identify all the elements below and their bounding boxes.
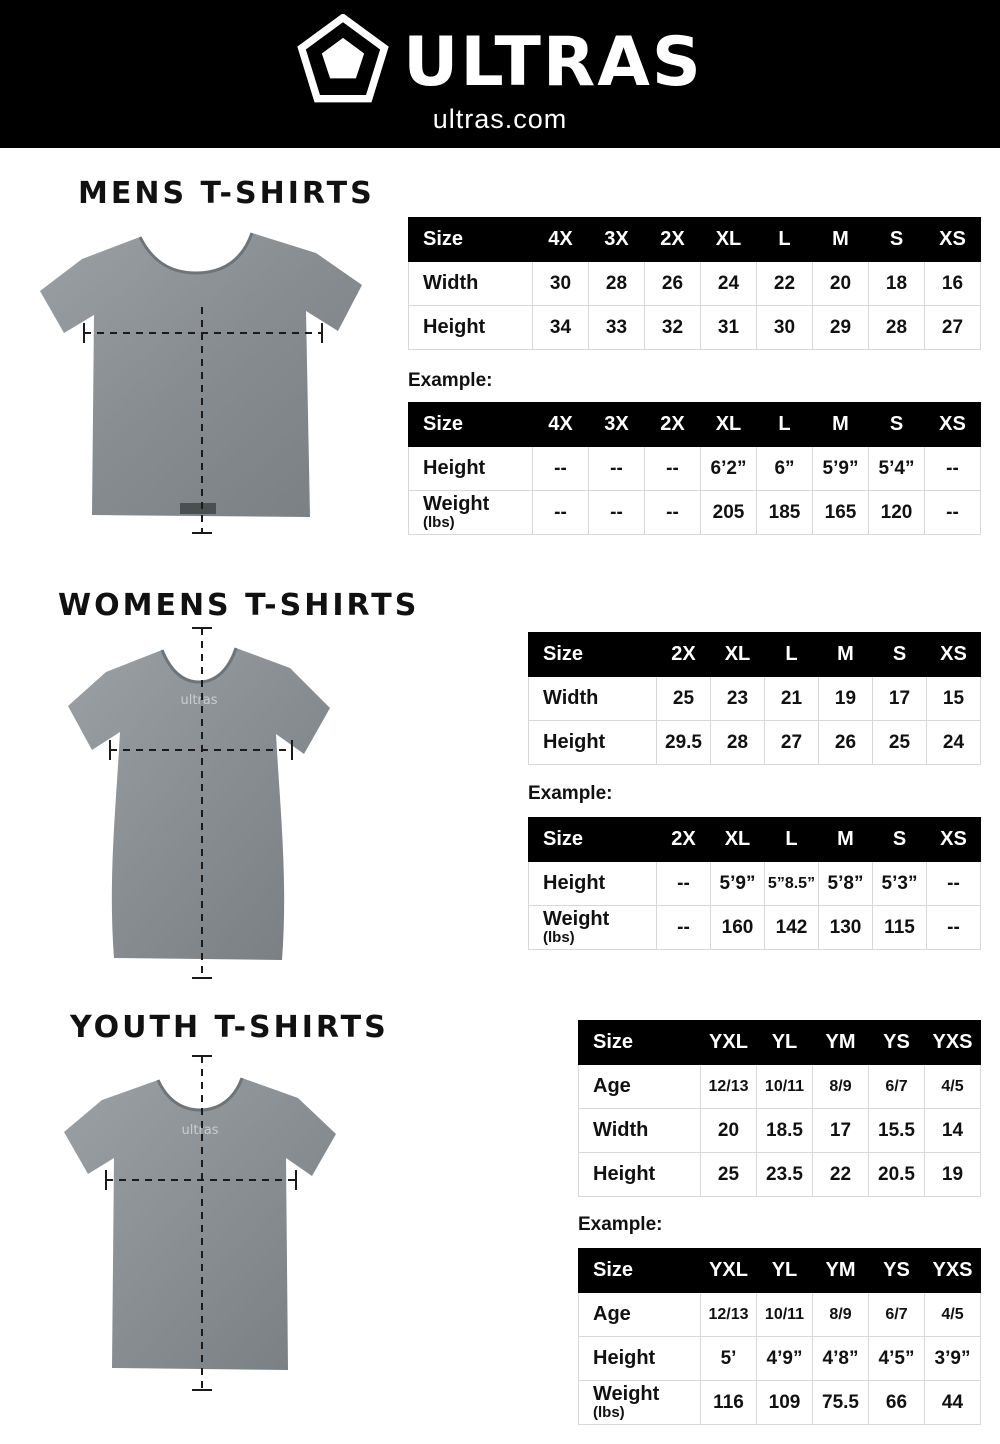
cell: 15.5 bbox=[869, 1109, 925, 1153]
youth-size-table bbox=[578, 1020, 981, 1197]
cell: 4’8” bbox=[813, 1337, 869, 1381]
col-l: L bbox=[765, 818, 819, 862]
cell: 8/9 bbox=[813, 1293, 869, 1337]
cell: 23.5 bbox=[757, 1153, 813, 1197]
cell: 4/5 bbox=[925, 1065, 981, 1109]
cell: 66 bbox=[869, 1381, 925, 1425]
cell: 17 bbox=[813, 1109, 869, 1153]
cell: -- bbox=[927, 862, 981, 906]
cell: -- bbox=[645, 447, 701, 491]
cell: 3’9” bbox=[925, 1337, 981, 1381]
table-row bbox=[529, 862, 981, 906]
svg-text:ultras: ultras bbox=[181, 1123, 219, 1138]
table-header-row bbox=[579, 1249, 981, 1293]
table-row bbox=[409, 306, 981, 350]
pentagon-logo-icon bbox=[297, 14, 389, 111]
col-yxs: YXS bbox=[925, 1249, 981, 1293]
cell: 30 bbox=[533, 262, 589, 306]
cell: 44 bbox=[925, 1381, 981, 1425]
mens-example-label: Example: bbox=[408, 370, 493, 391]
cell: 34 bbox=[533, 306, 589, 350]
row-label-height: Height bbox=[409, 447, 533, 491]
table-row bbox=[529, 721, 981, 765]
table-row bbox=[579, 1293, 981, 1337]
col-4x: 4X bbox=[533, 218, 589, 262]
cell: 19 bbox=[819, 677, 873, 721]
col-ym: YM bbox=[813, 1249, 869, 1293]
cell: 205 bbox=[701, 491, 757, 535]
cell: -- bbox=[925, 447, 981, 491]
col-s: S bbox=[873, 633, 927, 677]
col-s: S bbox=[873, 818, 927, 862]
row-label-height: Height bbox=[579, 1337, 701, 1381]
col-size: Size bbox=[409, 403, 533, 447]
table-header-row bbox=[409, 403, 981, 447]
cell: -- bbox=[645, 491, 701, 535]
logo-lockup bbox=[0, 14, 1000, 111]
row-label-width: Width bbox=[529, 677, 657, 721]
col-l: L bbox=[757, 403, 813, 447]
cell: 16 bbox=[925, 262, 981, 306]
row-label-height: Height bbox=[529, 862, 657, 906]
col-3x: 3X bbox=[589, 403, 645, 447]
svg-text:ultras: ultras bbox=[180, 693, 218, 708]
cell: 20 bbox=[813, 262, 869, 306]
col-xs: XS bbox=[925, 218, 981, 262]
cell: -- bbox=[589, 447, 645, 491]
table-header-row bbox=[409, 218, 981, 262]
cell: 25 bbox=[873, 721, 927, 765]
mens-example-table bbox=[408, 402, 981, 535]
row-label-age: Age bbox=[579, 1065, 701, 1109]
cell: 22 bbox=[813, 1153, 869, 1197]
cell: 21 bbox=[765, 677, 819, 721]
cell: 18 bbox=[869, 262, 925, 306]
youth-example-label: Example: bbox=[578, 1214, 663, 1235]
youth-tshirt-illustration bbox=[30, 1038, 370, 1418]
cell: 26 bbox=[645, 262, 701, 306]
cell: 25 bbox=[657, 677, 711, 721]
cell: -- bbox=[925, 491, 981, 535]
cell: 12/13 bbox=[701, 1065, 757, 1109]
cell: 5’ bbox=[701, 1337, 757, 1381]
cell: -- bbox=[657, 862, 711, 906]
womens-example-label: Example: bbox=[528, 783, 613, 804]
cell: 17 bbox=[873, 677, 927, 721]
col-ys: YS bbox=[869, 1021, 925, 1065]
cell: 20.5 bbox=[869, 1153, 925, 1197]
cell: 5”8.5” bbox=[765, 862, 819, 906]
cell: -- bbox=[657, 906, 711, 950]
cell: 8/9 bbox=[813, 1065, 869, 1109]
cell: 160 bbox=[711, 906, 765, 950]
cell: 30 bbox=[757, 306, 813, 350]
cell: 14 bbox=[925, 1109, 981, 1153]
brand-website: ultras.com bbox=[432, 104, 568, 134]
section-title-youth: YOUTH T-SHIRTS bbox=[70, 1010, 389, 1045]
col-2x: 2X bbox=[645, 403, 701, 447]
col-2x: 2X bbox=[657, 633, 711, 677]
cell: 5’8” bbox=[819, 862, 873, 906]
youth-example-table bbox=[578, 1248, 981, 1425]
row-label-weight: Weight (lbs) bbox=[579, 1381, 701, 1425]
row-label-height: Height bbox=[529, 721, 657, 765]
cell: 28 bbox=[869, 306, 925, 350]
table-header-row bbox=[529, 818, 981, 862]
col-m: M bbox=[819, 818, 873, 862]
cell: -- bbox=[533, 447, 589, 491]
col-size: Size bbox=[409, 218, 533, 262]
col-yl: YL bbox=[757, 1249, 813, 1293]
col-xl: XL bbox=[701, 218, 757, 262]
cell: 120 bbox=[869, 491, 925, 535]
col-m: M bbox=[819, 633, 873, 677]
cell: 116 bbox=[701, 1381, 757, 1425]
cell: 4’5” bbox=[869, 1337, 925, 1381]
col-size: Size bbox=[529, 633, 657, 677]
row-label-height: Height bbox=[579, 1153, 701, 1197]
table-row bbox=[579, 1109, 981, 1153]
cell: 5’9” bbox=[813, 447, 869, 491]
cell: 109 bbox=[757, 1381, 813, 1425]
col-yxl: YXL bbox=[701, 1021, 757, 1065]
row-label-age: Age bbox=[579, 1293, 701, 1337]
col-ym: YM bbox=[813, 1021, 869, 1065]
col-s: S bbox=[869, 218, 925, 262]
table-row bbox=[529, 677, 981, 721]
cell: 23 bbox=[711, 677, 765, 721]
cell: 5’3” bbox=[873, 862, 927, 906]
col-ys: YS bbox=[869, 1249, 925, 1293]
cell: 28 bbox=[589, 262, 645, 306]
section-title-mens: MENS T-SHIRTS bbox=[78, 176, 375, 211]
cell: 10/11 bbox=[757, 1065, 813, 1109]
cell: 6” bbox=[757, 447, 813, 491]
table-row bbox=[579, 1065, 981, 1109]
cell: 142 bbox=[765, 906, 819, 950]
row-label-width: Width bbox=[579, 1109, 701, 1153]
cell: 12/13 bbox=[701, 1293, 757, 1337]
womens-example-table bbox=[528, 817, 981, 950]
brand-header bbox=[0, 0, 1000, 148]
col-2x: 2X bbox=[645, 218, 701, 262]
cell: 26 bbox=[819, 721, 873, 765]
col-size: Size bbox=[579, 1249, 701, 1293]
cell: 20 bbox=[701, 1109, 757, 1153]
col-xl: XL bbox=[711, 818, 765, 862]
col-3x: 3X bbox=[589, 218, 645, 262]
cell: 75.5 bbox=[813, 1381, 869, 1425]
col-l: L bbox=[757, 218, 813, 262]
cell: 18.5 bbox=[757, 1109, 813, 1153]
cell: 185 bbox=[757, 491, 813, 535]
table-row bbox=[409, 491, 981, 535]
cell: 4/5 bbox=[925, 1293, 981, 1337]
cell: 24 bbox=[701, 262, 757, 306]
col-yxs: YXS bbox=[925, 1021, 981, 1065]
cell: 10/11 bbox=[757, 1293, 813, 1337]
womens-size-table bbox=[528, 632, 981, 765]
col-yxl: YXL bbox=[701, 1249, 757, 1293]
cell: 4’9” bbox=[757, 1337, 813, 1381]
col-m: M bbox=[813, 403, 869, 447]
col-size: Size bbox=[579, 1021, 701, 1065]
cell: -- bbox=[533, 491, 589, 535]
cell: 19 bbox=[925, 1153, 981, 1197]
cell: 5’9” bbox=[711, 862, 765, 906]
col-m: M bbox=[813, 218, 869, 262]
cell: 22 bbox=[757, 262, 813, 306]
cell: 29 bbox=[813, 306, 869, 350]
cell: 24 bbox=[927, 721, 981, 765]
cell: -- bbox=[927, 906, 981, 950]
cell: 6’2” bbox=[701, 447, 757, 491]
cell: 165 bbox=[813, 491, 869, 535]
col-s: S bbox=[869, 403, 925, 447]
col-xs: XS bbox=[925, 403, 981, 447]
cell: 6/7 bbox=[869, 1293, 925, 1337]
cell: 27 bbox=[925, 306, 981, 350]
womens-tshirt-illustration bbox=[30, 618, 370, 988]
col-xl: XL bbox=[701, 403, 757, 447]
col-xl: XL bbox=[711, 633, 765, 677]
table-header-row bbox=[579, 1021, 981, 1065]
row-label-height: Height bbox=[409, 306, 533, 350]
section-title-womens: WOMENS T-SHIRTS bbox=[58, 588, 420, 623]
mens-size-table bbox=[408, 217, 981, 350]
brand-name: ULTRAS bbox=[403, 22, 703, 102]
col-4x: 4X bbox=[533, 403, 589, 447]
cell: 130 bbox=[819, 906, 873, 950]
row-label-weight: Weight (lbs) bbox=[529, 906, 657, 950]
row-label-weight: Weight (lbs) bbox=[409, 491, 533, 535]
table-header-row bbox=[529, 633, 981, 677]
cell: -- bbox=[589, 491, 645, 535]
table-row bbox=[579, 1153, 981, 1197]
col-2x: 2X bbox=[657, 818, 711, 862]
table-row bbox=[409, 447, 981, 491]
cell: 6/7 bbox=[869, 1065, 925, 1109]
cell: 28 bbox=[711, 721, 765, 765]
cell: 33 bbox=[589, 306, 645, 350]
cell: 15 bbox=[927, 677, 981, 721]
cell: 31 bbox=[701, 306, 757, 350]
cell: 29.5 bbox=[657, 721, 711, 765]
cell: 27 bbox=[765, 721, 819, 765]
cell: 115 bbox=[873, 906, 927, 950]
cell: 32 bbox=[645, 306, 701, 350]
cell: 5’4” bbox=[869, 447, 925, 491]
table-row bbox=[579, 1381, 981, 1425]
col-xs: XS bbox=[927, 633, 981, 677]
mens-tshirt-illustration bbox=[20, 215, 380, 545]
col-xs: XS bbox=[927, 818, 981, 862]
row-label-width: Width bbox=[409, 262, 533, 306]
table-row bbox=[579, 1337, 981, 1381]
table-row bbox=[409, 262, 981, 306]
col-l: L bbox=[765, 633, 819, 677]
col-size: Size bbox=[529, 818, 657, 862]
col-yl: YL bbox=[757, 1021, 813, 1065]
table-row bbox=[529, 906, 981, 950]
cell: 25 bbox=[701, 1153, 757, 1197]
